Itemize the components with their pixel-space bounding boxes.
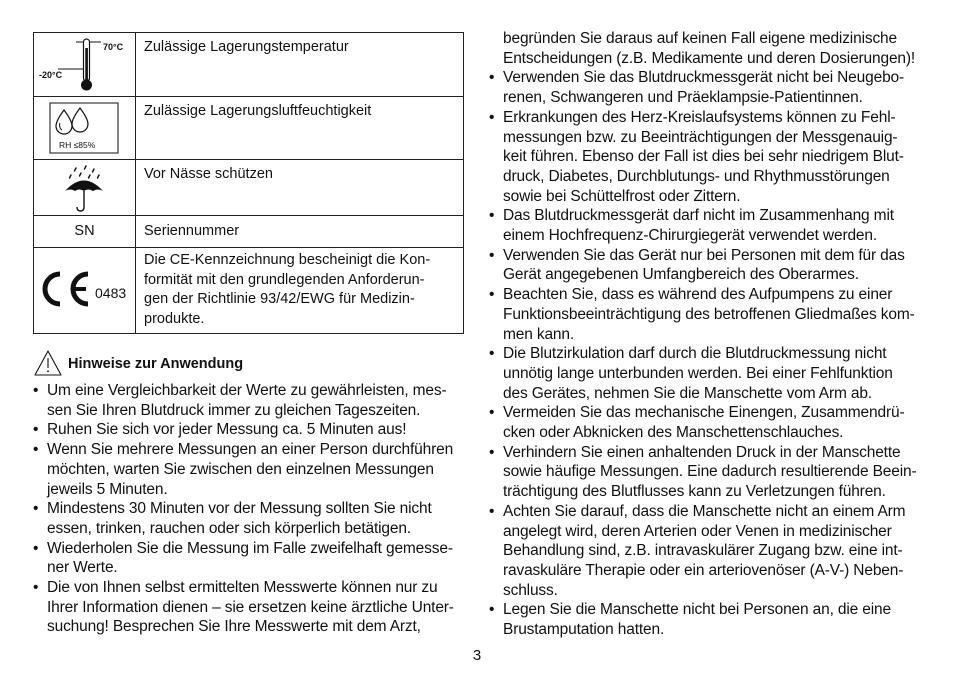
table-row <box>34 97 464 160</box>
bullet: • <box>489 502 495 520</box>
text-line: möchten, warten Sie zwischen den einzelnen Messungen <box>47 460 434 478</box>
list-item <box>489 344 925 403</box>
text-line: Um eine Vergleichbarkeit der Werte zu gewährleisten, mes- <box>47 382 447 399</box>
bullet: • <box>33 500 39 518</box>
page-number: 3 <box>472 647 482 664</box>
symbol-cell <box>34 248 136 334</box>
bullet: • <box>489 404 495 422</box>
text-line: renen, Schwangeren und Präeklampsie-Patientinnen. <box>503 89 863 107</box>
symbol-cell <box>34 160 136 216</box>
text-line: Verwenden Sie das Blutdruckmessgerät nicht bei Neugebo- <box>503 69 905 87</box>
list-item <box>33 578 463 637</box>
text-line: trächtigung des Blutflusses kann zu Verletzungen führen. <box>503 483 886 501</box>
serial-number-symbol: SN <box>34 216 136 248</box>
text-line: angelegt wird, deren Arterien oder Venen in medizinischer <box>503 522 892 540</box>
warning-triangle-icon <box>33 349 63 377</box>
text-line: sowie bei Schüttelfrost oder Zittern. <box>503 187 741 205</box>
text-line: Beachten Sie, dass es während des Aufpumpens zu einer <box>503 286 893 304</box>
text-line: suchung! Besprechen Sie Ihre Messwerte mit dem Arzt, <box>47 618 421 636</box>
text-line: Funktionsbeeinträchtigung des betroffenen Gliedmaßes kom- <box>503 305 915 323</box>
bullet: • <box>489 443 495 461</box>
continuation-text <box>489 29 925 68</box>
text-line: unnötig lange unterbunden werden. Bei einer Fehlfunktion <box>503 364 893 382</box>
text-line: ravaskuläre Therapie oder ein arteriovenöser (A-V-) Neben- <box>503 561 904 579</box>
text-line: gen der Richtlinie 93/42/EWG für Medizin- <box>144 291 415 308</box>
min-temp-label: -20°C <box>39 70 63 80</box>
text-line: Mindestens 30 Minuten vor der Messung sollten Sie nicht <box>47 500 432 518</box>
list-item <box>33 539 463 578</box>
bullet: • <box>33 539 39 557</box>
max-temp-label: 70°C <box>103 42 124 52</box>
symbol-cell <box>34 97 136 160</box>
bullet: • <box>33 421 39 439</box>
table-row <box>34 248 464 334</box>
humidity-label: RH ≤85% <box>59 140 96 150</box>
symbol-cell <box>34 33 136 97</box>
list-item <box>33 440 463 499</box>
list-item <box>489 246 925 285</box>
text-line: Brustamputation hatten. <box>503 621 665 639</box>
list-item <box>33 499 463 538</box>
text-line: druck, Diabetes, Durchblutungs- und Rhythmusstörungen <box>503 167 890 185</box>
text-line: Entscheidungen (z.B. Medikamente und deren Dosierungen)! <box>503 49 916 67</box>
text-line: sowie häufige Messungen. Eine dadurch resultierende Beein- <box>503 463 917 481</box>
text-line: Erkrankungen des Herz-Kreislaufsystems können zu Fehl- <box>503 108 896 126</box>
bullet: • <box>33 382 39 399</box>
text-line: Das Blutdruckmessgerät darf nicht im Zusammenhang mit <box>503 207 894 225</box>
text-line: Achten Sie darauf, dass die Manschette nicht an einem Arm <box>503 502 906 520</box>
text-line: Vermeiden Sie das mechanische Einengen, Zusammendrü- <box>503 404 905 422</box>
table-row <box>34 216 464 248</box>
right-column-list <box>489 29 925 640</box>
symbol-table <box>33 32 464 334</box>
list-item <box>489 206 925 245</box>
table-row <box>34 160 464 216</box>
list-item <box>489 108 925 207</box>
list-item <box>489 600 925 639</box>
text-line: Verwenden Sie das Gerät nur bei Personen mit dem für das <box>503 246 905 264</box>
text-line: schluss. <box>503 581 558 599</box>
list-item <box>489 68 925 107</box>
text-line: ner Werte. <box>47 559 118 577</box>
text-line: Ihrer Information dienen – sie ersetzen keine ärztliche Unter- <box>47 598 454 616</box>
text-line: jeweils 5 Minuten. <box>47 480 168 498</box>
text-line: sen Sie Ihren Blutdruck immer zu gleichen Tageszeiten. <box>47 401 421 419</box>
text-line: des Gerätes, nehmen Sie die Manschette vom Arm ab. <box>503 384 872 402</box>
bullet: • <box>33 441 39 459</box>
bullet: • <box>33 579 39 597</box>
text-line: begründen Sie daraus auf keinen Fall eigene medizinische <box>503 30 898 47</box>
umbrella-rain-icon <box>34 160 134 215</box>
list-item <box>489 285 925 344</box>
text-line: cken oder Abknicken des Manschettenschlauches. <box>503 424 844 442</box>
left-column-list <box>33 381 463 637</box>
bullet: • <box>489 601 495 619</box>
text-line: Wenn Sie mehrere Messungen an einer Person durchführen <box>47 441 454 459</box>
text-line: Wiederholen Sie die Messung im Falle zweifelhaft gemesse- <box>47 539 453 557</box>
usage-heading-block <box>33 349 464 377</box>
text-line: messungen bzw. zu Beeinträchtigungen der Messgenauig- <box>503 128 898 146</box>
table-row <box>34 33 464 97</box>
text-line: keit führen. Ebenso der Fall ist dies bei sehr niedrigem Blut- <box>503 148 904 166</box>
symbol-description: Zulässige Lagerungsluftfeuchtigkeit <box>136 97 464 160</box>
list-item <box>489 502 925 601</box>
list-item <box>33 420 463 440</box>
text-line: Die Blutzirkulation darf durch die Blutdruckmessung nicht <box>503 345 887 363</box>
bullet: • <box>489 207 495 225</box>
text-line: Ruhen Sie sich vor jeder Messung ca. 5 Minuten aus! <box>47 421 407 439</box>
text-line: Gerät angegebenen Umfangbereich des Oberarmes. <box>503 266 859 284</box>
text-line: Verhindern Sie einen anhaltenden Druck in der Manschette <box>503 443 901 461</box>
bullet: • <box>489 345 495 363</box>
text-line: Behandlung sind, z.B. intravaskulärer Zugang bzw. eine int- <box>503 542 903 560</box>
text-line: Die CE-Kennzeichnung bescheinigt die Kon- <box>144 252 431 268</box>
bullet: • <box>489 246 495 264</box>
list-item <box>489 443 925 502</box>
text-line: formität mit den grundlegenden Anforderun- <box>144 271 425 288</box>
bullet: • <box>489 69 495 87</box>
text-line: einem Hochfrequenz-Chirurgiegerät verwendet werden. <box>503 227 878 245</box>
text-line: essen, trinken, rauchen oder sich körperlich betätigen. <box>47 519 411 537</box>
list-item <box>33 381 463 420</box>
text-line: Legen Sie die Manschette nicht bei Personen an, die eine <box>503 601 891 619</box>
symbol-description: Zulässige Lagerungstemperatur <box>136 33 464 97</box>
list-item <box>489 403 925 442</box>
symbol-description: Seriennummer <box>136 216 464 248</box>
text-line: Die von Ihnen selbst ermittelten Messwerte können nur zu <box>47 579 438 597</box>
text-line: men kann. <box>503 325 575 343</box>
symbol-description: Vor Nässe schützen <box>136 160 464 216</box>
notified-body-number: 0483 <box>95 285 127 301</box>
bullet: • <box>489 286 495 304</box>
ce-mark-icon <box>40 270 98 310</box>
text-line: produkte. <box>144 310 205 327</box>
section-heading: Hinweise zur Anwendung <box>68 356 244 372</box>
ce-description <box>136 248 464 334</box>
bullet: • <box>489 108 495 126</box>
